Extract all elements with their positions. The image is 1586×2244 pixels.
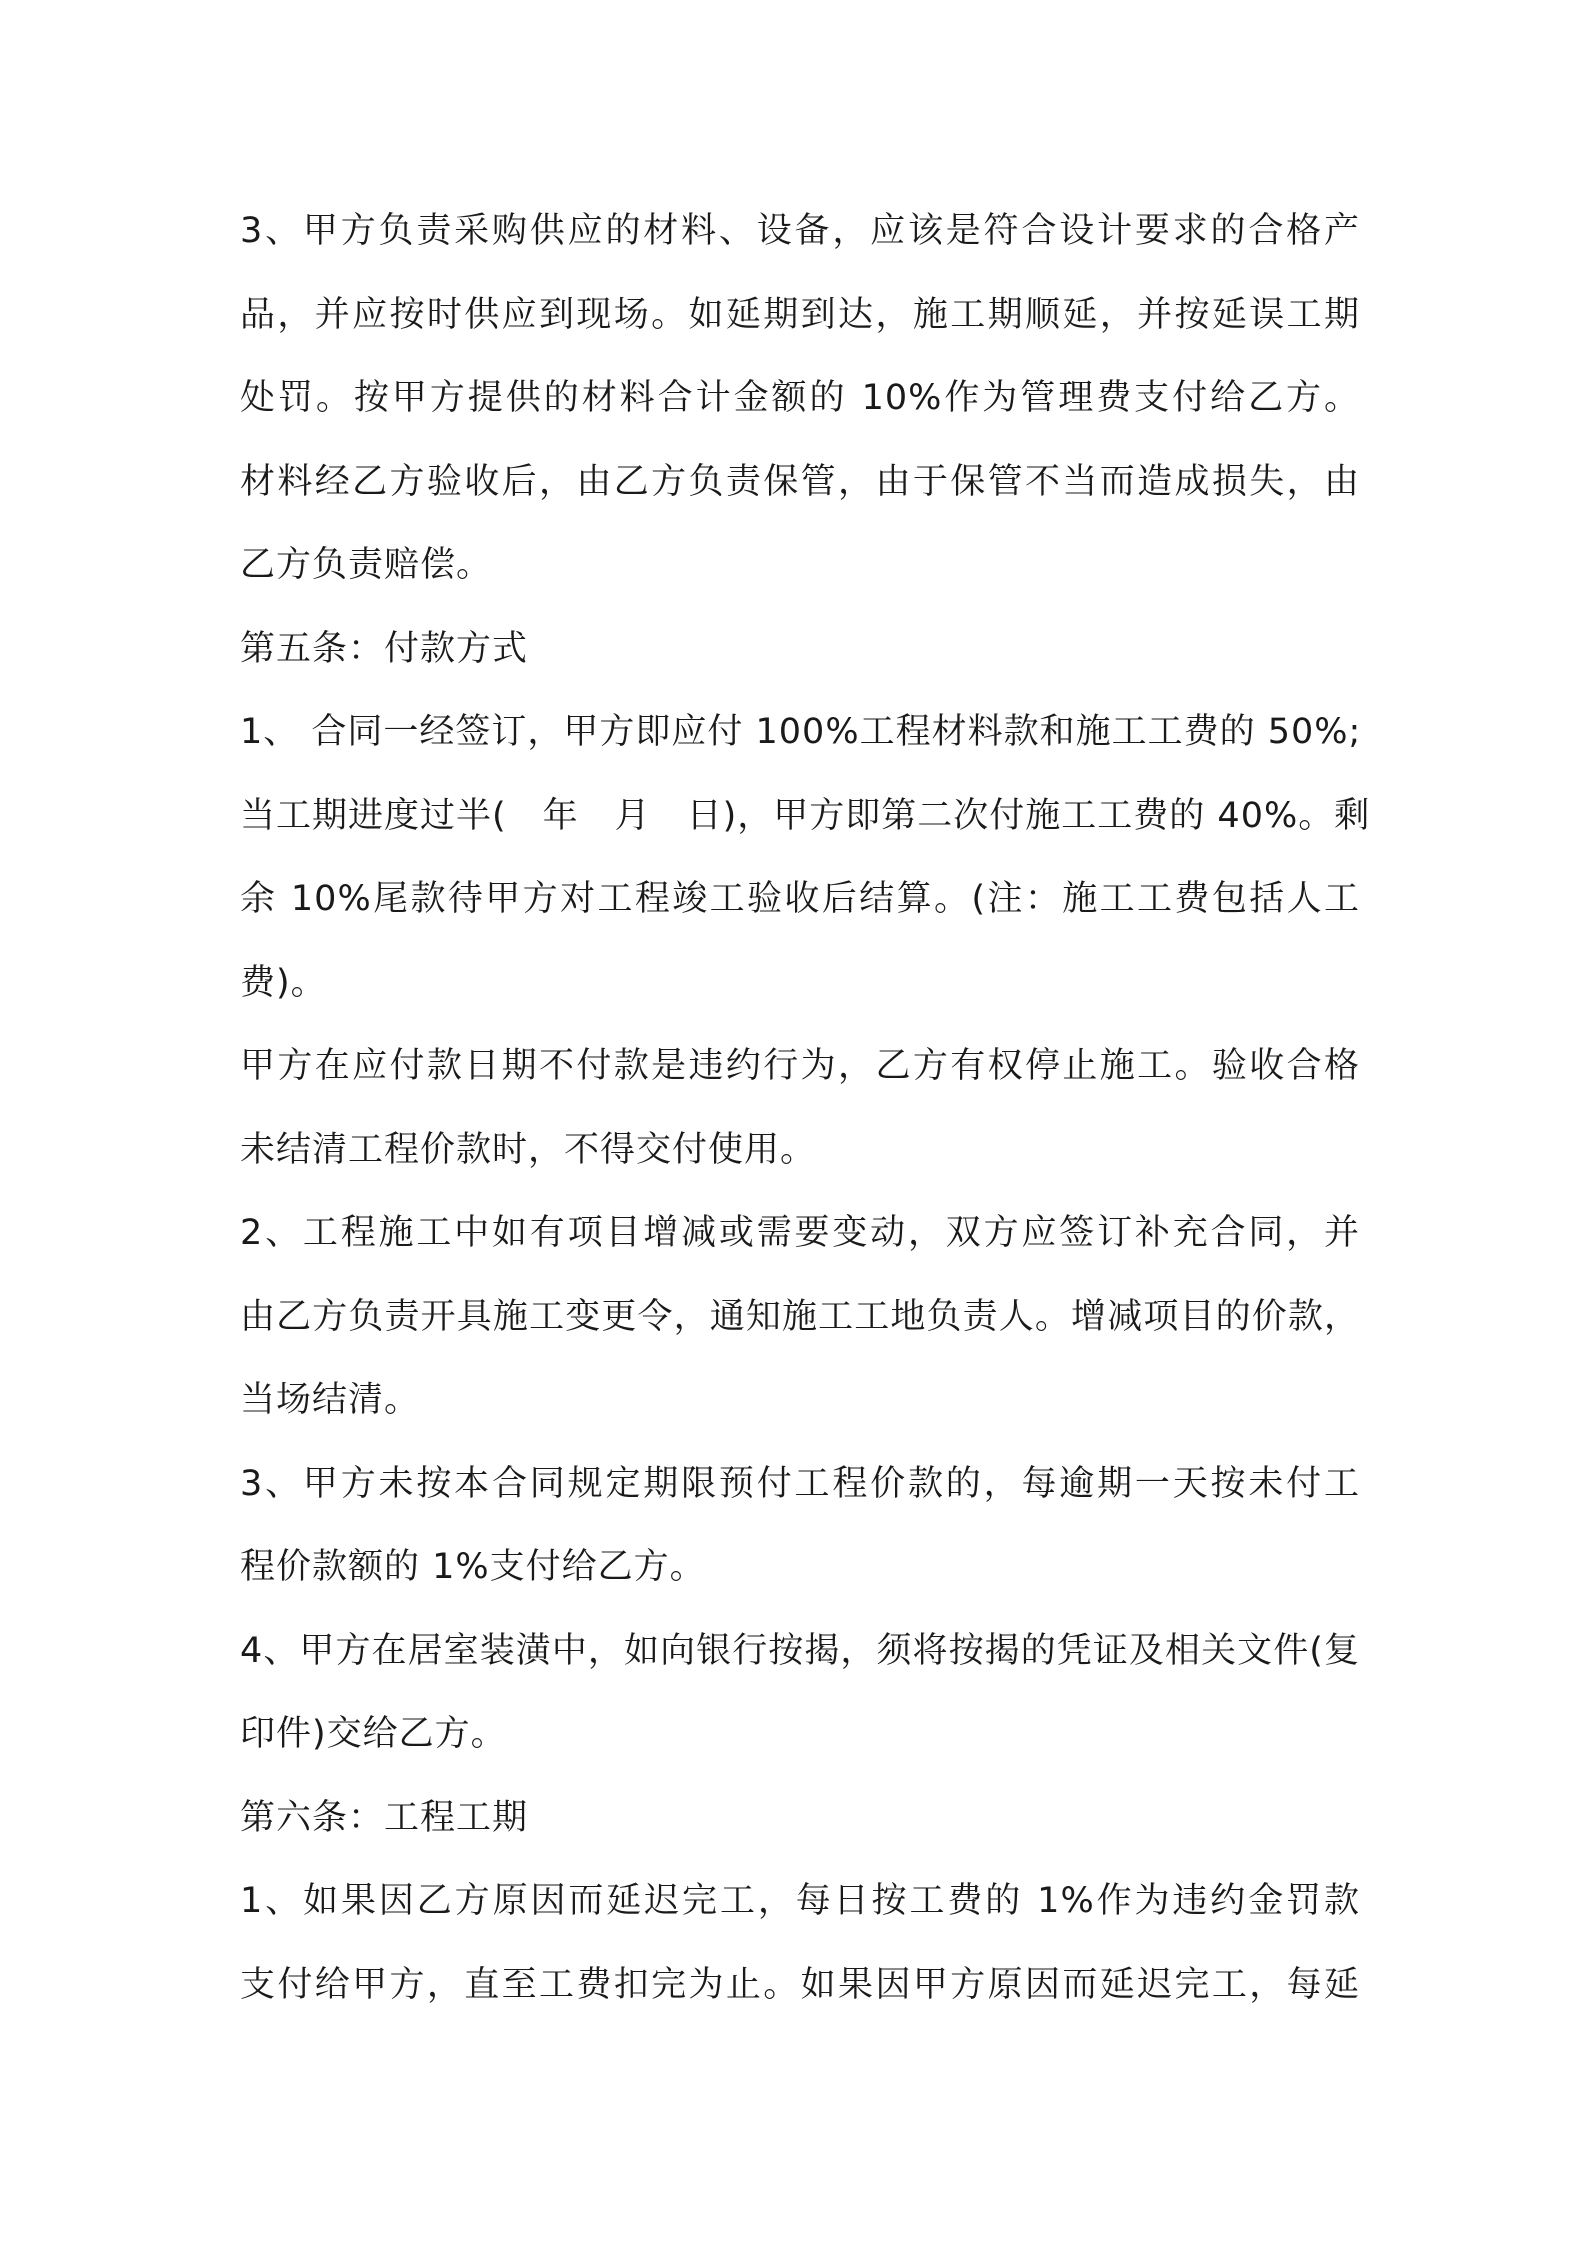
text-line: 余 10%尾款待甲方对工程竣工验收后结算。(注：施工工费包括人工 xyxy=(240,879,1360,919)
text-line: 程价款额的 1%支付给乙方。 xyxy=(240,1547,706,1587)
text-line: 当工期进度过半( 年 月 日)，甲方即第二次付施工工费的 40%。剩 xyxy=(240,795,1371,836)
text-line: 费)。 xyxy=(240,962,327,1003)
text-line: 印件)交给乙方。 xyxy=(240,1714,507,1754)
text-line: 由乙方负责开具施工变更令，通知施工工地负责人。增减项目的价款， xyxy=(240,1296,1360,1337)
contract-text-body xyxy=(240,190,1371,2027)
text-line: 甲方在应付款日期不付款是违约行为，乙方有权停止施工。验收合格 xyxy=(240,1046,1360,1086)
text-line: 品，并应按时供应到现场。如延期到达，施工期顺延，并按延误工期 xyxy=(240,294,1360,335)
text-line: 乙方负责赔偿。 xyxy=(240,545,493,585)
text-line: 处罚。按甲方提供的材料合计金额的 10%作为管理费支付给乙方。 xyxy=(240,378,1360,418)
text-line: 2、工程施工中如有项目增减或需要变动，双方应签订补充合同，并 xyxy=(240,1213,1360,1253)
text-line: 第六条：工程工期 xyxy=(240,1797,529,1838)
text-line: 3、甲方负责采购供应的材料、设备，应该是符合设计要求的合格产 xyxy=(240,211,1360,251)
text-line: 支付给甲方，直至工费扣完为止。如果因甲方原因而延迟完工，每延 xyxy=(240,1964,1360,2005)
text-line: 第五条：付款方式 xyxy=(240,628,529,669)
text-line: 未结清工程价款时，不得交付使用。 xyxy=(240,1129,817,1170)
text-line: 1、 合同一经签订，甲方即应付 100%工程材料款和施工工费的 50%; xyxy=(240,712,1362,752)
text-line: 3、甲方未按本合同规定期限预付工程价款的，每逾期一天按未付工 xyxy=(240,1463,1360,1504)
text-line: 材料经乙方验收后，由乙方负责保管，由于保管不当而造成损失，由 xyxy=(240,461,1360,502)
text-line: 4、甲方在居室装潢中，如向银行按揭，须将按揭的凭证及相关文件(复 xyxy=(240,1630,1360,1671)
text-line: 当场结清。 xyxy=(240,1380,421,1420)
text-line: 1、如果因乙方原因而延迟完工，每日按工费的 1%作为违约金罚款 xyxy=(240,1881,1360,1921)
